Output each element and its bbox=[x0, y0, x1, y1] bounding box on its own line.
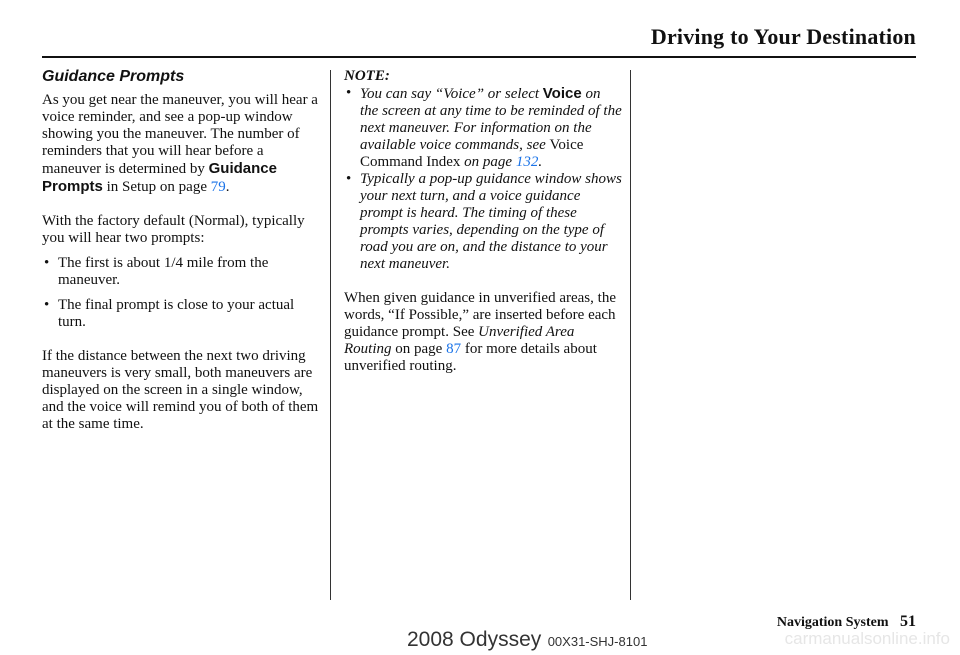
list-item: • The final prompt is close to your actual turn. bbox=[44, 297, 295, 330]
middle-column bbox=[344, 68, 622, 375]
footer-section-name: Navigation System bbox=[776, 615, 889, 630]
page-link-132[interactable]: 132 bbox=[515, 154, 539, 170]
default-paragraph: With the factory default (Normal), typically you will hear two prompts: bbox=[42, 213, 305, 246]
close-maneuver-paragraph: If the distance between the next two driving maneuvers is very small, both maneuvers are displayed on the screen in a single window, and the voice will remind you of both of them at the same time. bbox=[42, 348, 319, 432]
bullet-icon: • bbox=[346, 85, 352, 101]
column-divider-left bbox=[330, 70, 331, 600]
bullet-icon: • bbox=[346, 171, 352, 187]
manual-code: 00X31-SHJ-8101 bbox=[547, 634, 648, 649]
voice-button-label: Voice bbox=[542, 85, 582, 102]
page-number: 51 bbox=[900, 613, 916, 630]
unverified-routing-ref: Unverified Area Routing bbox=[344, 324, 575, 357]
left-column bbox=[42, 68, 322, 433]
page-section-title: Driving to Your Destination bbox=[650, 24, 916, 49]
bullet-icon: • bbox=[44, 255, 50, 271]
section-heading: Guidance Prompts bbox=[42, 68, 185, 85]
setting-name: Guidance Prompts bbox=[42, 160, 277, 195]
footer-model bbox=[407, 628, 647, 652]
intro-paragraph: As you get near the maneuver, you will hear a voice reminder, and see a pop-up window showing you the maneuver. The number of reminders that you will hear before a maneuver is determined by Guidance Prompts in Setup on page 79. bbox=[42, 92, 318, 195]
voice-command-index-ref: Voice Command Index bbox=[360, 137, 584, 170]
header-rule bbox=[42, 56, 916, 58]
page-link-87[interactable]: 87 bbox=[446, 341, 462, 357]
list-item: • The first is about 1/4 mile from the maneuver. bbox=[44, 255, 269, 288]
note-item: • You can say “Voice” or select Voice on the screen at any time to be reminded of the next maneuver. For information on the available voice commands, see Voice Command Index on page 132. bbox=[346, 85, 622, 170]
column-divider-right bbox=[630, 70, 631, 600]
page-link-79[interactable]: 79 bbox=[210, 179, 226, 195]
model-name: 2008 Odyssey bbox=[407, 628, 542, 651]
unverified-paragraph: When given guidance in unverified areas, the words, “If Possible,” are inserted before each guidance prompt. See Unverified Area Routing on page 87 for more details about unverified routing. bbox=[344, 290, 616, 374]
note-item: • Typically a pop-up guidance window shows your next turn, and a voice guidance prompt is heard. The timing of these prompts varies, depending on the type of road you are on, and the distance to your next maneuver. bbox=[346, 171, 622, 272]
note-label: NOTE: bbox=[344, 68, 390, 84]
bullet-icon: • bbox=[44, 297, 50, 313]
watermark: carmanualsonline.info bbox=[784, 629, 950, 648]
